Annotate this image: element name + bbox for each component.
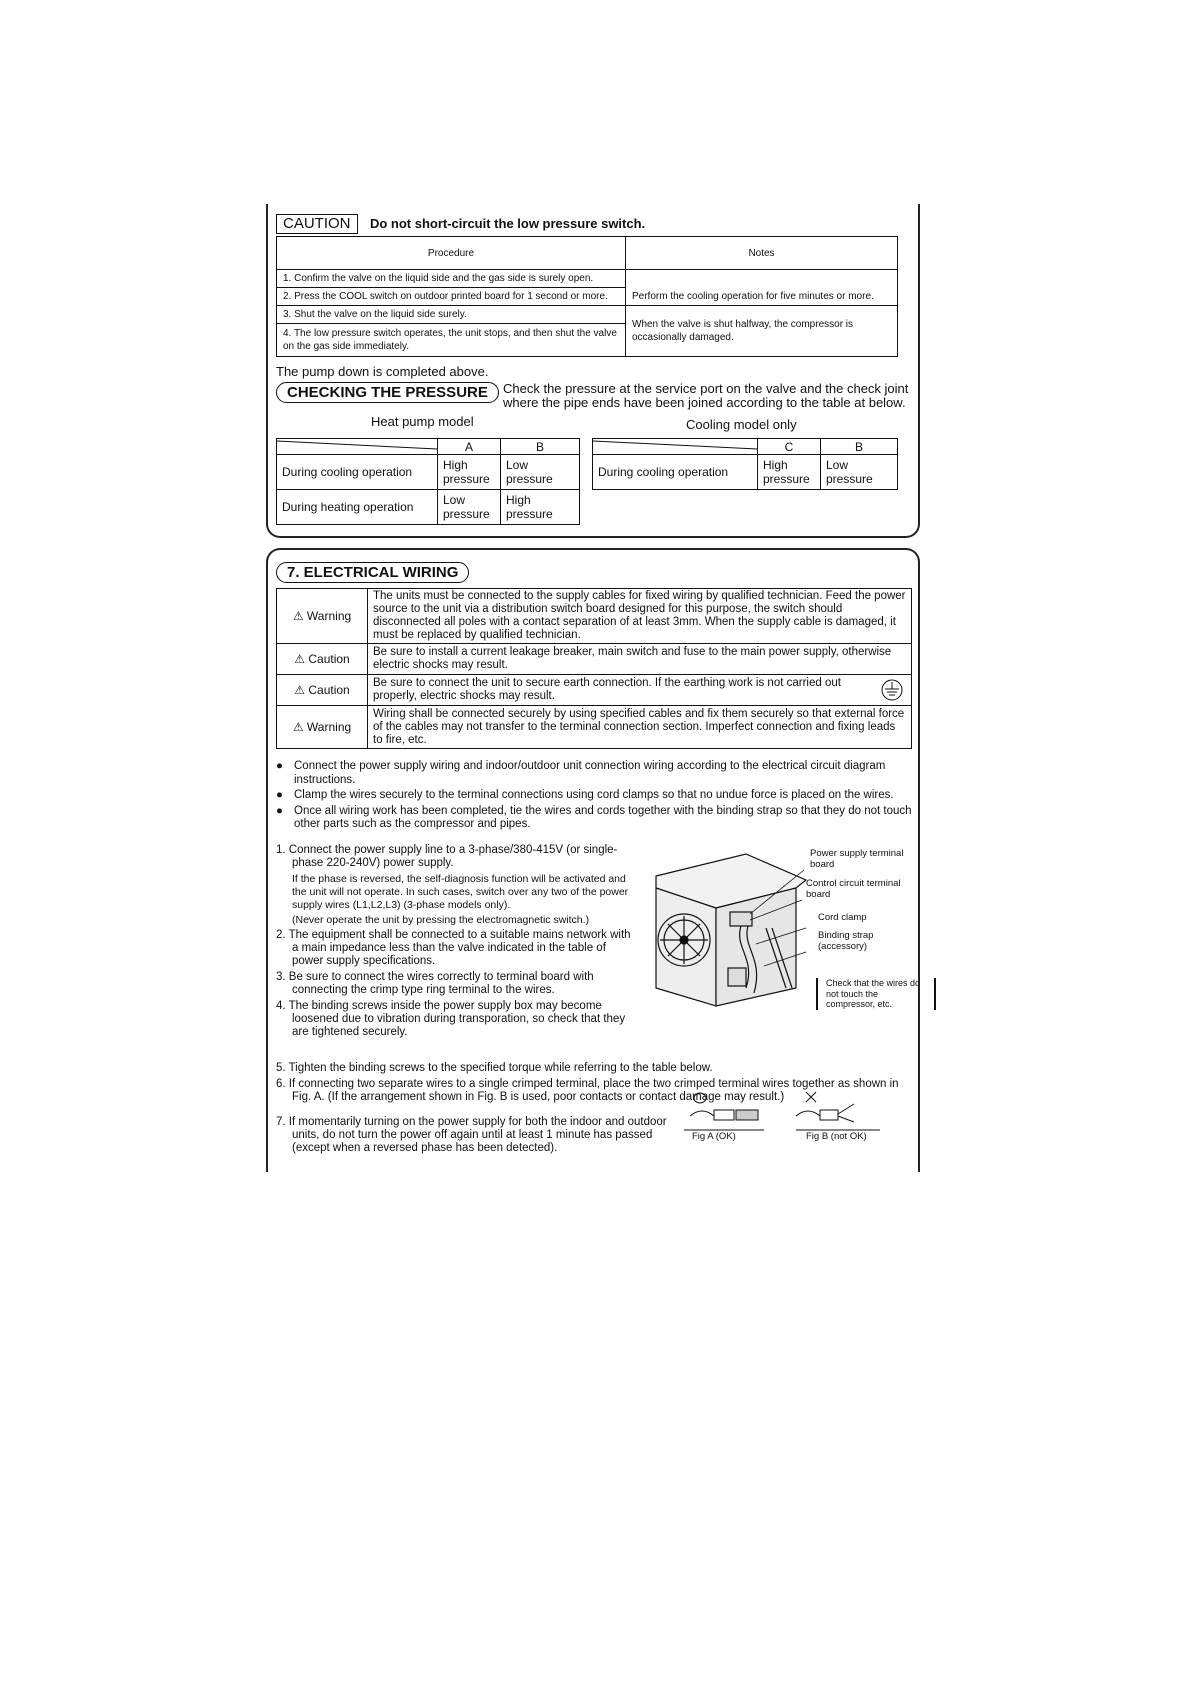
heat-pump-table bbox=[276, 438, 580, 525]
procedure-row-1: 1. Confirm the valve on the liquid side and the gas side is surely open. bbox=[277, 270, 626, 288]
crimp-terminal-figures bbox=[684, 1090, 914, 1134]
cooling-only-table bbox=[592, 438, 898, 490]
step-2: 2. The equipment shall be connected to a suitable mains network with a main impedance less than the valve indicated in the table of power supply specifications. bbox=[276, 929, 631, 967]
caution-2-text: Be sure to connect the unit to secure earth connection. If the earthing work is not carried out properly, electric shocks may result. bbox=[373, 677, 841, 702]
caution-2-cell-text bbox=[368, 675, 912, 706]
procedure-row-4: 4. The low pressure switch operates, the unit stops, and then shut the valve on the gas side immediately. bbox=[277, 324, 626, 357]
heat-row-1-b: Low pressure bbox=[501, 455, 580, 490]
caution-text: Do not short-circuit the low pressure switch. bbox=[369, 216, 646, 231]
procedure-header: Procedure bbox=[277, 237, 626, 270]
procedure-row-2: 2. Press the COOL switch on outdoor printed board for 1 second or more. bbox=[277, 288, 626, 306]
pump-down-section bbox=[266, 204, 920, 538]
heat-col-a: A bbox=[438, 439, 501, 455]
heat-table-corner bbox=[277, 439, 438, 455]
earth-ground-icon bbox=[881, 679, 903, 701]
fig-b-illustration bbox=[796, 1092, 880, 1130]
step-3: 3. Be sure to connect the wires correctly to terminal board with connecting the crimp type ring terminal to the wires. bbox=[276, 971, 594, 996]
warning-1-cell bbox=[277, 589, 368, 644]
outdoor-unit-illustration bbox=[656, 854, 806, 1006]
checking-pressure-title: CHECKING THE PRESSURE bbox=[276, 382, 499, 403]
heat-row-1-a: High pressure bbox=[438, 455, 501, 490]
step-7: 7. If momentarily turning on the power supply for both the indoor and outdoor units, do not turn the power off again until at least 1 minute has passed (except when a reversed phase has been detected). bbox=[276, 1116, 667, 1154]
caution-2-cell bbox=[277, 675, 368, 706]
step-1-sub: If the phase is reversed, the self-diagnosis function will be activated and the unit will not operate. In such cases, switch over any two of the power supply wires (L1,L2,L3) (3-phase models only). bbox=[292, 873, 629, 911]
cool-row-1-label: During cooling operation bbox=[593, 455, 758, 490]
step-5: 5. Tighten the binding screws to the specified torque while referring to the table below. bbox=[276, 1062, 713, 1074]
caution-1-label: Caution bbox=[308, 651, 350, 666]
bullet-item: ● Connect the power supply wiring and indoor/outdoor unit connection wiring according to the electrical circuit diagram instructions. bbox=[276, 760, 886, 786]
warning-1-label: Warning bbox=[306, 608, 352, 623]
procedure-table bbox=[276, 236, 898, 357]
note-2: When the valve is shut halfway, the compressor is occasionally damaged. bbox=[626, 306, 898, 357]
caution-1-cell bbox=[277, 644, 368, 675]
warning-2-text: Wiring shall be connected securely by using specified cables and fix them securely so that external force of the cables may not transfer to the terminal connection section. Imperfect connection and fixing leads to fire, etc. bbox=[368, 706, 912, 749]
label-check-wires: Check that the wires do not touch the compressor, etc. bbox=[816, 978, 936, 1010]
label-binding-strap: Binding strap (accessory) bbox=[818, 930, 874, 952]
fig-a-label: Fig A (OK) bbox=[692, 1131, 736, 1142]
cool-col-b: B bbox=[821, 439, 898, 455]
pump-down-complete: The pump down is completed above. bbox=[276, 364, 489, 379]
warning-2-label: Warning bbox=[306, 719, 352, 734]
step-1: 1. Connect the power supply line to a 3-phase/380-415V (or single-phase 220-240V) power supply. bbox=[276, 844, 618, 869]
bullet-item: ● Once all wiring work has been completed, tie the wires and cords together with the binding strap so that they do not touch other parts such as the compressor and pipes. bbox=[276, 804, 912, 830]
cool-col-c: C bbox=[758, 439, 821, 455]
label-power-supply: Power supply terminal board bbox=[810, 848, 904, 870]
heat-row-1-label: During cooling operation bbox=[277, 455, 438, 490]
cool-table-corner bbox=[593, 439, 758, 455]
step-6: 6. If connecting two separate wires to a single crimped terminal, place the two crimped terminal wires together as shown in Fig. A. (If the arrangement shown in Fig. B is used, poor contacts or contact damage may result.) bbox=[276, 1078, 899, 1103]
warning-triangle-icon: ⚠ bbox=[292, 608, 304, 623]
warning-1-text: The units must be connected to the supply cables for fixed wiring by qualified technician. Feed the power source to the unit via a distribution switch board designed for this purpose, the switch should disconnected all poles with a contact separation of at least 3mm. When the supply cable is damaged, it must be replaced by qualified technician. bbox=[368, 589, 912, 644]
procedure-row-3: 3. Shut the valve on the liquid side surely. bbox=[277, 306, 626, 324]
cooling-only-label: Cooling model only bbox=[686, 417, 797, 432]
warning-triangle-icon: ⚠ bbox=[294, 682, 306, 697]
heat-pump-label: Heat pump model bbox=[371, 414, 474, 429]
electrical-wiring-heading bbox=[276, 562, 469, 583]
heat-col-b: B bbox=[501, 439, 580, 455]
electrical-wiring-title: 7. ELECTRICAL WIRING bbox=[276, 562, 469, 583]
step-1-note: (Never operate the unit by pressing the electromagnetic switch.) bbox=[292, 914, 590, 926]
note-1: Perform the cooling operation for five minutes or more. bbox=[626, 270, 898, 306]
bullet-list bbox=[276, 760, 916, 832]
fig-a-illustration bbox=[684, 1093, 764, 1130]
warnings-table bbox=[276, 588, 912, 749]
caution-2-label: Caution bbox=[308, 682, 350, 697]
checking-pressure-heading bbox=[276, 382, 499, 403]
caution-1-text: Be sure to install a current leakage breaker, main switch and fuse to the main power supply, otherwise electric shocks may result. bbox=[368, 644, 912, 675]
step-4: 4. The binding screws inside the power supply box may become loosened due to vibration during transporation, so check that they are tightened securely. bbox=[276, 1000, 626, 1038]
cool-row-1-b: Low pressure bbox=[821, 455, 898, 490]
heat-row-2-b: High pressure bbox=[501, 490, 580, 525]
notes-header: Notes bbox=[626, 237, 898, 270]
caution-label: CAUTION bbox=[276, 214, 358, 234]
heat-row-2-a: Low pressure bbox=[438, 490, 501, 525]
heat-row-2-label: During heating operation bbox=[277, 490, 438, 525]
cool-row-1-c: High pressure bbox=[758, 455, 821, 490]
label-cord-clamp: Cord clamp bbox=[818, 912, 867, 923]
caution-heading bbox=[276, 214, 645, 234]
warning-triangle-icon: ⚠ bbox=[294, 651, 306, 666]
warning-2-cell bbox=[277, 706, 368, 749]
wiring-steps-left bbox=[276, 844, 636, 1039]
electrical-wiring-section bbox=[266, 548, 920, 1172]
warning-triangle-icon: ⚠ bbox=[292, 719, 304, 734]
label-control-circuit: Control circuit terminal board bbox=[806, 878, 901, 900]
checking-pressure-text: Check the pressure at the service port on the valve and the check joint where the pipe ends have been joined according to the table at below. bbox=[503, 381, 909, 410]
fig-b-label: Fig B (not OK) bbox=[806, 1131, 867, 1142]
bullet-item: ● Clamp the wires securely to the terminal connections using cord clamps so that no undue force is placed on the wires. bbox=[276, 789, 894, 801]
